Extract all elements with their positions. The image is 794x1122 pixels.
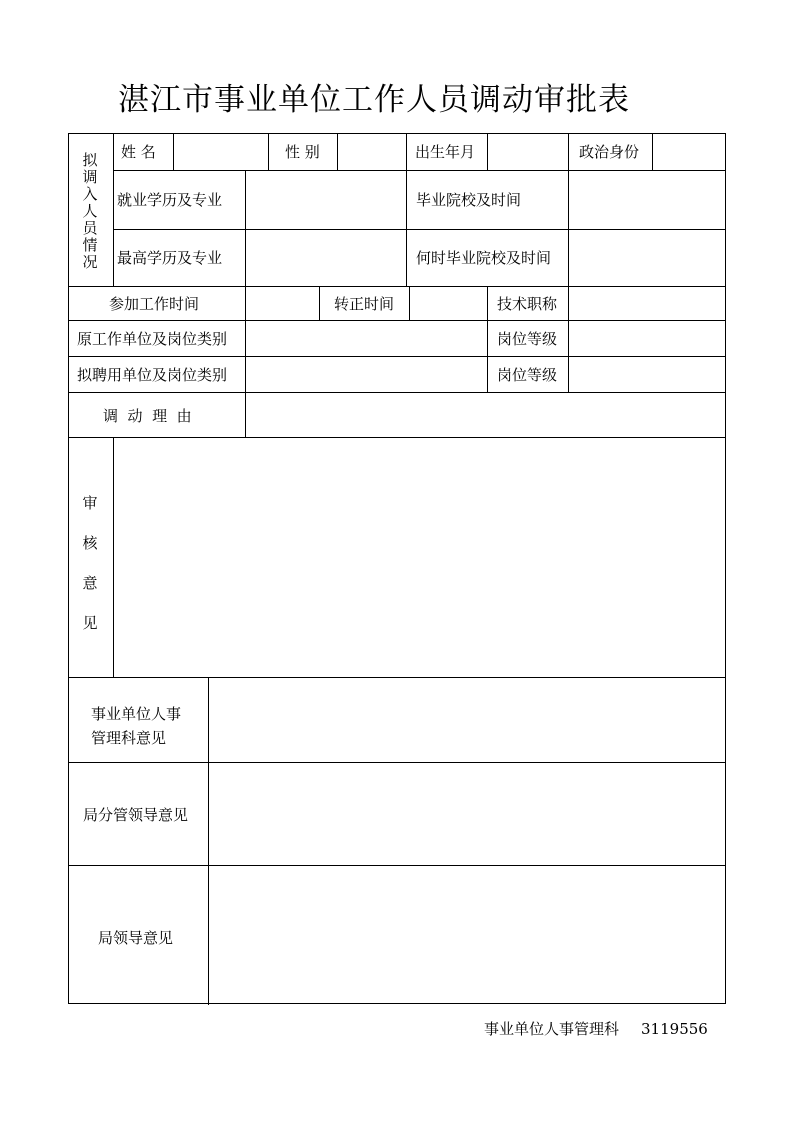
footer-phone: 3119556 [641,1020,708,1038]
applicant-section-label: 拟调入人员情况 [82,151,98,271]
hr-section-opinion-label: 事业单位人事管理科意见 [91,705,182,747]
col-divider [113,134,114,286]
review-opinion-label: 审核意见 [82,494,98,632]
birth-field[interactable] [488,135,567,170]
footer-department: 事业单位人事管理科 [484,1020,620,1038]
graduation-school-time-field[interactable] [569,171,725,229]
graduation-school-time-label: 毕业院校及时间 [416,191,522,209]
col-divider [406,134,407,286]
highest-education-label: 最高学历及专业 [117,249,223,267]
review-opinion-field[interactable] [114,438,725,677]
bureau-leader-opinion-label: 局领导意见 [98,929,174,947]
original-post-grade-field[interactable] [569,321,725,356]
hr-section-opinion-field[interactable] [209,678,725,762]
approval-form-table [68,133,726,1004]
form-title: 湛江市事业单位工作人员调动审批表 [118,82,630,118]
name-field[interactable] [174,135,267,170]
work-start-label: 参加工作时间 [109,295,200,313]
col-divider [487,286,488,392]
employment-education-label: 就业学历及专业 [117,191,223,209]
post-grade-label: 岗位等级 [497,330,558,348]
gender-label: 性 别 [285,143,320,161]
col-divider [268,134,269,170]
original-unit-label: 原工作单位及岗位类别 [77,330,228,348]
transfer-reason-field[interactable] [246,393,725,437]
transfer-reason-label: 调 动 理 由 [103,407,192,425]
highest-graduation-label: 何时毕业院校及时间 [416,249,552,267]
political-status-field[interactable] [653,135,725,170]
footer-contact [484,1018,708,1039]
birth-label: 出生年月 [415,143,476,161]
bureau-deputy-opinion-label: 局分管领导意见 [83,806,189,824]
gender-field[interactable] [338,135,406,170]
col-divider [319,286,320,320]
political-status-label: 政治身份 [579,143,640,161]
tech-title-field[interactable] [569,287,725,320]
new-post-grade-field[interactable] [569,357,725,392]
regularization-label: 转正时间 [334,295,395,313]
regularization-field[interactable] [410,287,487,320]
highest-education-field[interactable] [246,230,406,286]
work-start-field[interactable] [246,287,319,320]
original-unit-field[interactable] [246,321,487,356]
bureau-leader-opinion-field[interactable] [209,866,725,1004]
highest-graduation-field[interactable] [569,230,725,286]
name-label: 姓 名 [121,143,156,161]
tech-title-label: 技术职称 [497,295,558,313]
employment-education-field[interactable] [246,171,406,229]
new-unit-label: 拟聘用单位及岗位类别 [77,366,228,384]
new-unit-field[interactable] [246,357,487,392]
post-grade-label: 岗位等级 [497,366,558,384]
bureau-deputy-opinion-field[interactable] [209,763,725,865]
